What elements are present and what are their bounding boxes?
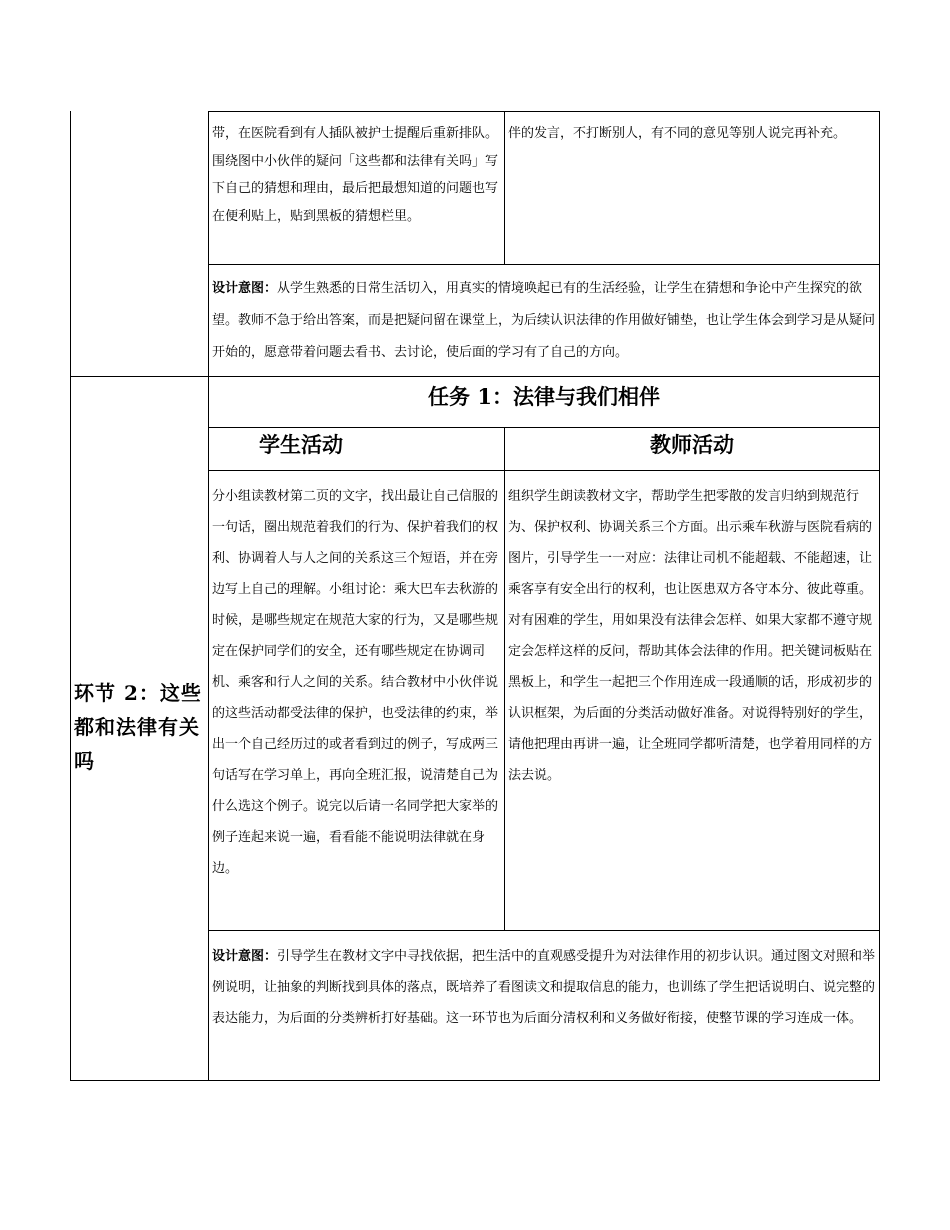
- student-activity-header: 学生活动: [259, 432, 343, 457]
- section2-student-activity: 分小组读教材第二页的文字，找出最让自己信服的一句话，圈出规范着我们的行为、保护着我们的权利、协调着人与人之间的关系这三个短语，并在旁边写上自己的理解。小组讨论：乘大巴车去秋游的时候，是哪些规定在规范大家的行为，又是哪些规定在保护同学们的安全，还有哪些规定在协调司机、乘客和行人之间的关系。结合教材中小伙伴说的这些活动都受法律的保护，也受法律的约束，举出一个自己经历过的或者看到过的例子，写成两三句话写在学习单上，再向全班汇报，说清楚自己为什么选这个例子。说完以后请一名同学把大家举的例子连起来说一遍，看看能不能说明法律就在身边。: [212, 489, 499, 876]
- design-intent-label: 设计意图：: [212, 949, 278, 964]
- table-rule-1: [208, 264, 880, 265]
- row1-teacher-activity: 伴的发言，不打断别人，有不同的意见等别人说完再补充。: [508, 126, 847, 141]
- table-col-divider-1: [208, 111, 209, 1081]
- task-1-title: 任务 1：法律与我们相伴: [428, 384, 660, 409]
- row1-student-activity: 带，在医院看到有人插队被护士提醒后重新排队。围绕图中小伙伴的疑问「这些都和法律有关吗」写下自己的猜想和理由，最后把最想知道的问题也写在便利贴上，贴到黑板的猜想栏里。: [212, 126, 499, 224]
- table-border-top: [208, 111, 880, 112]
- table-col-divider-2a: [504, 111, 505, 265]
- table-rule-5: [208, 930, 880, 931]
- table-rule-2: [70, 376, 880, 377]
- design-intent-label: 设计意图：: [212, 281, 278, 296]
- table-col-divider-2b: [504, 427, 505, 931]
- design-intent-1: 设计意图：从学生熟悉的日常生活切入，用真实的情境唤起已有的生活经验，让学生在猜想和争论中产生探究的欲望。教师不急于给出答案，而是把疑问留在课堂上，为后续认识法律的作用做好铺垫，也让学生体会到学习是从疑问开始的，愿意带着问题去看书、去讨论，使后面的学习有了自己的方向。: [212, 281, 876, 360]
- teacher-activity-header: 教师活动: [650, 432, 734, 457]
- section2-teacher-activity: 组织学生朗读教材文字，帮助学生把零散的发言归纳到规范行为、保护权利、协调关系三个方面。出示乘车秋游与医院看病的图片，引导学生一一对应：法律让司机不能超载、不能超速，让乘客享有安全出行的权利，也让医患双方各守本分、彼此尊重。对有困难的学生，用如果没有法律会怎样、如果大家都不遵守规定会怎样这样的反问，帮助其体会法律的作用。把关键词板贴在黑板上，和学生一起把三个作用连成一段通顺的话，形成初步的认识框架，为后面的分类活动做好准备。对说得特别好的学生，请他把理由再讲一遍，让全班同学都听清楚，也学着用同样的方法去说。: [508, 489, 873, 783]
- table-rule-4: [208, 470, 880, 471]
- table-border-left: [70, 111, 71, 1081]
- table-border-bottom: [70, 1080, 880, 1081]
- table-rule-3: [208, 427, 880, 428]
- design-intent-2: 设计意图：引导学生在教材文字中寻找依据，把生活中的直观感受提升为对法律作用的初步认识。通过图文对照和举例说明，让抽象的判断找到具体的落点，既培养了看图读文和提取信息的能力，也训练了学生把话说明白、说完整的表达能力，为后面的分类辨析打好基础。这一环节也为后面分清权利和义务做好衔接，使整节课的学习连成一体。: [212, 949, 876, 1026]
- table-border-right: [879, 111, 880, 1081]
- section-2-label: 环节 2：这些都和法律有关吗: [74, 681, 202, 773]
